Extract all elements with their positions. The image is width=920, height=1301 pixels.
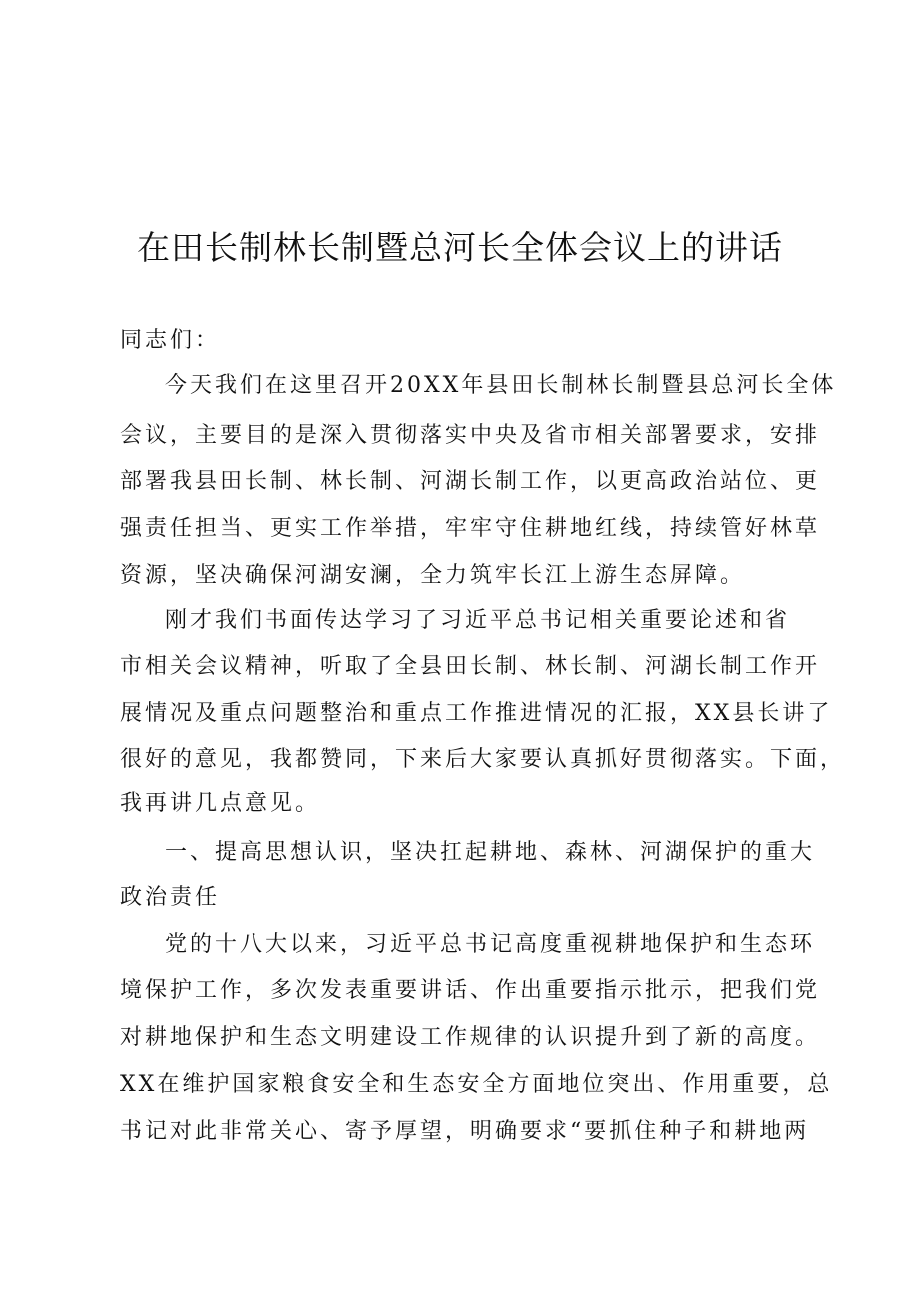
paragraph-2-line: 市相关会议精神，听取了全县田长制、林长制、河湖长制工作开 (120, 654, 821, 679)
paragraph-3-line: 境保护工作，多次发表重要讲话、作出重要指示批示，把我们党 (120, 978, 821, 1003)
paragraph-2-line: 很好的意见，我都赞同，下来后大家要认真抓好贯彻落实。下面， (120, 747, 846, 772)
section-heading-line: 政治责任 (120, 885, 221, 910)
paragraph-1-line: 资源，坚决确保河湖安澜，全力筑牢长江上游生态屏障。 (120, 563, 746, 588)
section-heading-line: 一、提高思想认识，坚决扛起耕地、森林、河湖保护的重大 (165, 840, 816, 865)
paragraph-3-line: XX在维护国家粮食安全和生态安全方面地位突出、作用重要，总 (120, 1072, 833, 1097)
paragraph-3-line: 党的十八大以来，习近平总书记高度重视耕地保护和生态环 (165, 932, 816, 957)
paragraph-3-line: 书记对此非常关心、寄予厚望，明确要求“要抓住种子和耕地两 (120, 1119, 810, 1144)
greeting: 同志们： (120, 328, 221, 353)
paragraph-2-line: 刚才我们书面传达学习了习近平总书记相关重要论述和省 (165, 608, 791, 633)
paragraph-1-line: 部署我县田长制、林长制、河湖长制工作，以更高政治站位、更 (120, 469, 821, 494)
paragraph-2-line: 展情况及重点问题整治和重点工作推进情况的汇报，XX县长讲了 (120, 701, 833, 726)
paragraph-1-line: 会议，主要目的是深入贯彻落实中央及省市相关部署要求，安排 (120, 423, 821, 448)
paragraph-2-line: 我再讲几点意见。 (120, 791, 321, 816)
paragraph-1-line: 强责任担当、更实工作举措，牢牢守住耕地红线，持续管好林草 (120, 516, 821, 541)
document-title: 在田长制林长制暨总河长全体会议上的讲话 (137, 228, 783, 267)
paragraph-3-line: 对耕地保护和生态文明建设工作规律的认识提升到了新的高度。 (120, 1025, 821, 1050)
paragraph-1-line: 今天我们在这里召开20XX年县田长制林长制暨县总河长全体 (165, 373, 837, 398)
